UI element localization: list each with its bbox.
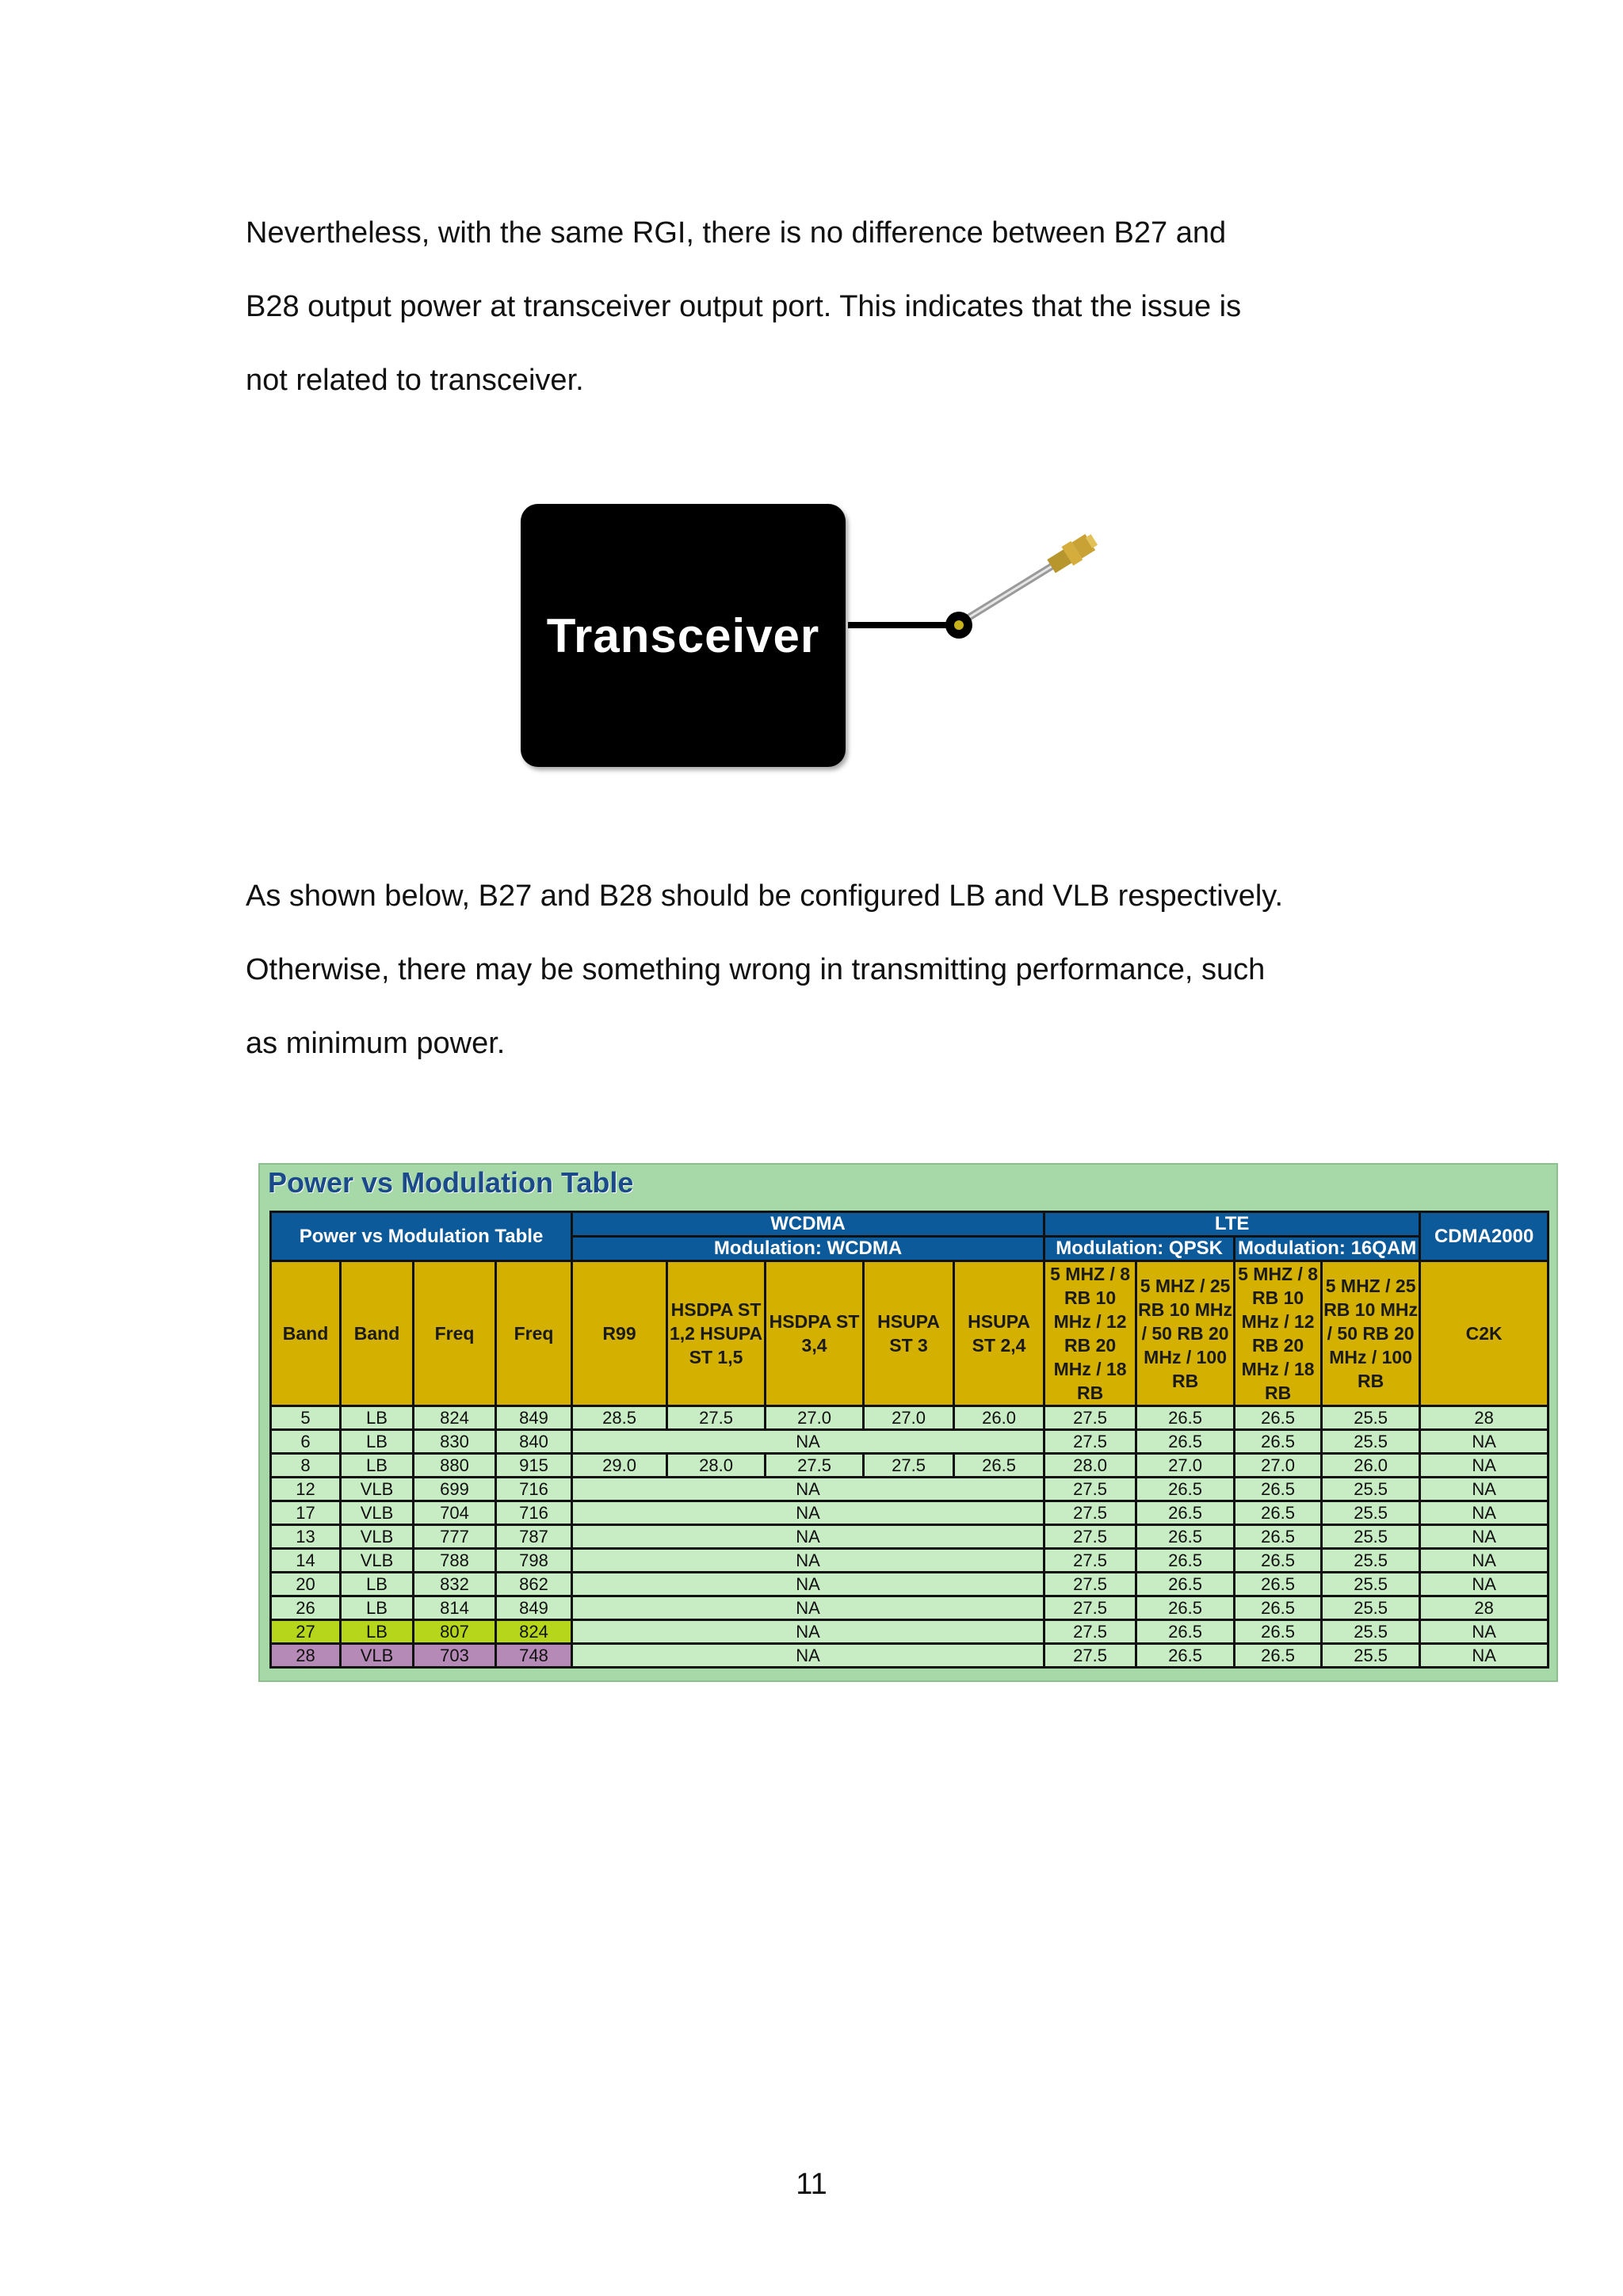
table-cell: NA: [1420, 1644, 1549, 1668]
lte-group-header: LTE: [1044, 1212, 1420, 1237]
table-cell: NA: [572, 1430, 1044, 1454]
page-number: 11: [796, 2168, 827, 2201]
lte-qpsk-header: Modulation: QPSK: [1044, 1237, 1235, 1261]
table-cell: NA: [1420, 1430, 1549, 1454]
table-cell: 26.5: [1136, 1620, 1235, 1644]
table-cell: LB: [341, 1596, 414, 1620]
table-cell: NA: [1420, 1454, 1549, 1478]
table-row: [271, 1596, 1549, 1620]
corner-header: Power vs Modulation Table: [271, 1212, 572, 1261]
table-cell: 25.5: [1322, 1501, 1420, 1525]
table-cell: 716: [496, 1478, 572, 1501]
table-row: [271, 1430, 1549, 1454]
table-cell: 915: [496, 1454, 572, 1478]
table-cell: 26.5: [1136, 1644, 1235, 1668]
table-cell: 28.0: [667, 1454, 766, 1478]
table-cell: 26.5: [1136, 1596, 1235, 1620]
table-cell: 26.5: [1235, 1478, 1322, 1501]
table-cell: 832: [414, 1573, 496, 1596]
column-header: 5 MHZ / 25 RB 10 MHz / 50 RB 20 MHz / 100 RB: [1136, 1261, 1235, 1406]
table-cell: 26.5: [1235, 1596, 1322, 1620]
table-cell: 14: [271, 1549, 341, 1573]
table-cell: 27.5: [1044, 1406, 1136, 1430]
table-cell: 27.5: [667, 1406, 766, 1430]
table-cell: VLB: [341, 1525, 414, 1549]
table-cell: 27.5: [1044, 1430, 1136, 1454]
table-cell: 26.5: [1136, 1501, 1235, 1525]
table-cell: 25.5: [1322, 1620, 1420, 1644]
table-cell: 26.0: [1322, 1454, 1420, 1478]
table-cell: VLB: [341, 1501, 414, 1525]
power-vs-modulation-table: [269, 1211, 1549, 1669]
table-cell: 26.5: [1136, 1478, 1235, 1501]
table-cell: 25.5: [1322, 1573, 1420, 1596]
table-title: Power vs Modulation Table: [268, 1166, 634, 1199]
table-cell: 27.5: [1044, 1525, 1136, 1549]
table-cell: 26.5: [1235, 1549, 1322, 1573]
table-cell: LB: [341, 1454, 414, 1478]
table-cell: 25.5: [1322, 1406, 1420, 1430]
table-cell: 27.5: [766, 1454, 864, 1478]
table-row: [271, 1573, 1549, 1596]
table-cell: 27.5: [1044, 1573, 1136, 1596]
paragraph-line: as minimum power.: [246, 1027, 506, 1060]
table-row: [271, 1525, 1549, 1549]
table-cell: 880: [414, 1454, 496, 1478]
table-cell: 26.5: [1136, 1573, 1235, 1596]
table-cell: 28.5: [572, 1406, 667, 1430]
table-cell: 28: [1420, 1406, 1549, 1430]
table-cell: 13: [271, 1525, 341, 1549]
table-cell: 26.5: [1235, 1525, 1322, 1549]
table-cell: NA: [1420, 1573, 1549, 1596]
table-cell: NA: [1420, 1620, 1549, 1644]
table-cell: 26.5: [1136, 1525, 1235, 1549]
table-cell: 787: [496, 1525, 572, 1549]
column-header: 5 MHZ / 8 RB 10 MHz / 12 RB 20 MHz / 18 RB: [1044, 1261, 1136, 1406]
table-row: [271, 1406, 1549, 1430]
table-cell: NA: [572, 1478, 1044, 1501]
table-cell: 27.5: [1044, 1501, 1136, 1525]
table-cell: 27.0: [766, 1406, 864, 1430]
table-cell: 25.5: [1322, 1644, 1420, 1668]
table-cell: 699: [414, 1478, 496, 1501]
table-cell: VLB: [341, 1644, 414, 1668]
table-row: [271, 1549, 1549, 1573]
table-cell: 798: [496, 1549, 572, 1573]
table-cell: 28: [1420, 1596, 1549, 1620]
table-cell: 26.5: [1136, 1549, 1235, 1573]
table-row: [271, 1501, 1549, 1525]
paragraph-2: [246, 860, 1283, 1081]
table-cell: 8: [271, 1454, 341, 1478]
table-cell: NA: [572, 1644, 1044, 1668]
paragraph-line: not related to transceiver.: [246, 364, 584, 397]
table-cell: 862: [496, 1573, 572, 1596]
table-cell: LB: [341, 1620, 414, 1644]
transceiver-label: Transceiver: [546, 608, 820, 662]
column-header: Band: [341, 1261, 414, 1406]
table-row: [271, 1620, 1549, 1644]
table-cell: NA: [572, 1596, 1044, 1620]
table-cell: 28.0: [1044, 1454, 1136, 1478]
table-cell: 27.5: [864, 1454, 954, 1478]
table-cell: 849: [496, 1406, 572, 1430]
table-cell: 27.0: [864, 1406, 954, 1430]
table-cell: NA: [1420, 1501, 1549, 1525]
table-cell: 20: [271, 1573, 341, 1596]
table-cell: 26.5: [1235, 1620, 1322, 1644]
column-header: Freq: [496, 1261, 572, 1406]
table-cell: 26: [271, 1596, 341, 1620]
column-header: HSUPA ST 3: [864, 1261, 954, 1406]
table-cell: 840: [496, 1430, 572, 1454]
paragraph-line: B28 output power at transceiver output port. This indicates that the issue is: [246, 290, 1242, 323]
table-cell: 27.0: [1235, 1454, 1322, 1478]
table-cell: 26.5: [1136, 1406, 1235, 1430]
cdma2000-group-header: CDMA2000: [1420, 1212, 1549, 1261]
table-cell: NA: [1420, 1478, 1549, 1501]
table-cell: 26.5: [954, 1454, 1044, 1478]
table-cell: 25.5: [1322, 1525, 1420, 1549]
transceiver-diagram-block: [521, 504, 846, 767]
table-cell: 777: [414, 1525, 496, 1549]
table-cell: 6: [271, 1430, 341, 1454]
table-cell: 29.0: [572, 1454, 667, 1478]
wcdma-group-header: WCDMA: [572, 1212, 1044, 1237]
table-cell: 27.5: [1044, 1549, 1136, 1573]
table-cell: NA: [572, 1501, 1044, 1525]
table-cell: 814: [414, 1596, 496, 1620]
table-row: [271, 1478, 1549, 1501]
column-header: R99: [572, 1261, 667, 1406]
table-row: [271, 1454, 1549, 1478]
table-cell: 824: [496, 1620, 572, 1644]
column-header: Band: [271, 1261, 341, 1406]
table-cell: NA: [572, 1525, 1044, 1549]
lte-16qam-header: Modulation: 16QAM: [1235, 1237, 1420, 1261]
table-cell: 27.0: [1136, 1454, 1235, 1478]
table-cell: 17: [271, 1501, 341, 1525]
table-cell: NA: [572, 1573, 1044, 1596]
table-cell: NA: [1420, 1525, 1549, 1549]
column-header: 5 MHZ / 8 RB 10 MHz / 12 RB 20 MHz / 18 RB: [1235, 1261, 1322, 1406]
column-header: C2K: [1420, 1261, 1549, 1406]
table-cell: 27.5: [1044, 1620, 1136, 1644]
power-vs-modulation-figure: [258, 1163, 1558, 1682]
table-cell: 704: [414, 1501, 496, 1525]
table-cell: 27.5: [1044, 1644, 1136, 1668]
table-cell: 25.5: [1322, 1596, 1420, 1620]
column-header: HSDPA ST 3,4: [766, 1261, 864, 1406]
antenna-connector-icon: [840, 527, 1109, 662]
paragraph-line: Nevertheless, with the same RGI, there is no difference between B27 and: [246, 216, 1227, 250]
table-cell: 25.5: [1322, 1478, 1420, 1501]
table-cell: 26.5: [1235, 1406, 1322, 1430]
table-cell: 27.5: [1044, 1596, 1136, 1620]
table-cell: VLB: [341, 1549, 414, 1573]
table-cell: LB: [341, 1573, 414, 1596]
paragraph-1: [246, 196, 1241, 418]
paragraph-line: As shown below, B27 and B28 should be configured LB and VLB respectively.: [246, 879, 1284, 913]
column-header: Freq: [414, 1261, 496, 1406]
table-cell: 25.5: [1322, 1549, 1420, 1573]
table-cell: 26.5: [1235, 1573, 1322, 1596]
table-cell: NA: [572, 1620, 1044, 1644]
paragraph-line: Otherwise, there may be something wrong in transmitting performance, such: [246, 953, 1266, 986]
table-cell: LB: [341, 1430, 414, 1454]
table-cell: 26.5: [1235, 1644, 1322, 1668]
table-cell: 26.5: [1235, 1430, 1322, 1454]
table-cell: 5: [271, 1406, 341, 1430]
table-cell: 788: [414, 1549, 496, 1573]
table-cell: 27: [271, 1620, 341, 1644]
table-cell: 824: [414, 1406, 496, 1430]
table-cell: 716: [496, 1501, 572, 1525]
table-cell: 28: [271, 1644, 341, 1668]
table-cell: 12: [271, 1478, 341, 1501]
table-row: [271, 1644, 1549, 1668]
table-cell: 26.0: [954, 1406, 1044, 1430]
table-cell: 25.5: [1322, 1430, 1420, 1454]
table-cell: 703: [414, 1644, 496, 1668]
wcdma-modulation-header: Modulation: WCDMA: [572, 1237, 1044, 1261]
table-cell: 26.5: [1136, 1430, 1235, 1454]
table-cell: 807: [414, 1620, 496, 1644]
table-cell: 27.5: [1044, 1478, 1136, 1501]
table-cell: 830: [414, 1430, 496, 1454]
table-cell: 26.5: [1235, 1501, 1322, 1525]
table-cell: 849: [496, 1596, 572, 1620]
table-cell: NA: [572, 1549, 1044, 1573]
table-cell: NA: [1420, 1549, 1549, 1573]
table-cell: 748: [496, 1644, 572, 1668]
column-header: HSUPA ST 2,4: [954, 1261, 1044, 1406]
column-header: HSDPA ST 1,2 HSUPA ST 1,5: [667, 1261, 766, 1406]
table-cell: LB: [341, 1406, 414, 1430]
table-cell: VLB: [341, 1478, 414, 1501]
column-header: 5 MHZ / 25 RB 10 MHz / 50 RB 20 MHz / 100 RB: [1322, 1261, 1420, 1406]
